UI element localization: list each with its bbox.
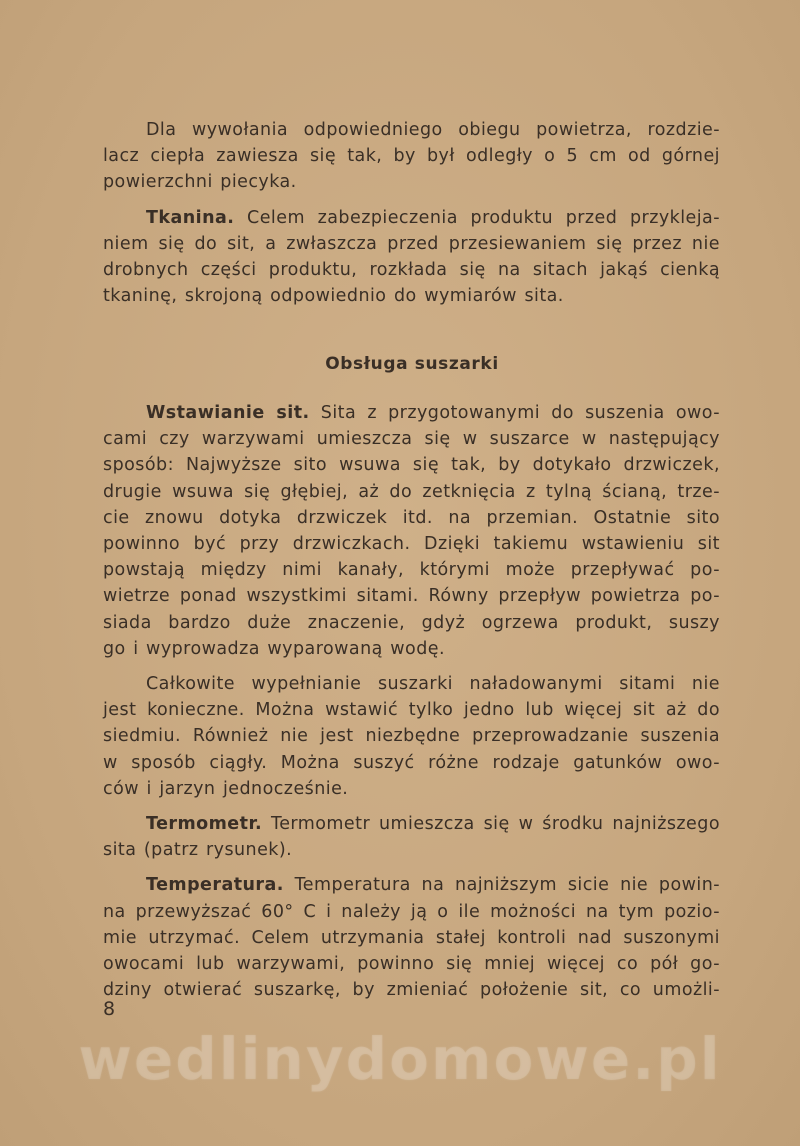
text-line: siada bardzo duże znaczenie, gdyż ogrzewa produkt, suszy bbox=[103, 612, 720, 633]
text-line: niem się do sit, a zwłaszcza przed przesiewaniem się przez nie bbox=[103, 233, 720, 254]
paragraph-wstawianie bbox=[103, 400, 720, 662]
text-line: drobnych części produktu, rozkłada się na sitach jakąś cienką bbox=[103, 260, 720, 281]
text-line: Tkanina. Celem zabezpieczenia produktu przed przykleja- bbox=[146, 207, 721, 228]
text-line: cami czy warzywami umieszcza się w suszarce w następujący bbox=[103, 429, 720, 450]
text-line: powinno być przy drzwiczkach. Dzięki takiemu wstawieniu sit bbox=[103, 534, 720, 555]
text-line: Temperatura. Temperatura na najniższym sicie nie powin- bbox=[146, 875, 720, 896]
paragraph-airflow bbox=[103, 117, 720, 196]
paragraph-lead: Wstawianie sit. bbox=[146, 403, 310, 423]
watermark: wedlinydomowe.pl bbox=[78, 1025, 722, 1093]
text-line: sposób: Najwyższe sito wsuwa się tak, by dotykało drzwiczek, bbox=[103, 455, 720, 476]
text-line: cie znowu dotyka drzwiczek itd. na przemian. Ostatnie sito bbox=[103, 507, 720, 528]
paragraph-temperatura bbox=[103, 872, 720, 1003]
text-line: Dla wywołania odpowiedniego obiegu powietrza, rozdzie- bbox=[146, 120, 720, 140]
text-line: sita (patrz rysunek). bbox=[103, 840, 293, 861]
text-line: owocami lub warzywami, powinno się mniej więcej co pół go- bbox=[103, 954, 720, 975]
text-line: Całkowite wypełnianie suszarki naładowanymi sitami nie bbox=[146, 674, 720, 695]
page-number: 8 bbox=[103, 998, 116, 1020]
paragraph-lead: Termometr. bbox=[146, 814, 263, 835]
text-line: siedmiu. Również nie jest niezbędne przeprowadzanie suszenia bbox=[103, 726, 720, 747]
text-line: wietrze ponad wszystkimi sitami. Równy przepływ powietrza po- bbox=[103, 586, 720, 607]
text-line: ców i jarzyn jednocześnie. bbox=[103, 778, 349, 799]
section-text bbox=[103, 400, 720, 1012]
text-line: na przewyższać 60° C i należy ją o ile możności na tym pozio- bbox=[103, 901, 720, 922]
text-line: Termometr. Termometr umieszcza się w środku najniższego bbox=[146, 814, 720, 835]
paragraph-lead: Tkanina. bbox=[146, 207, 235, 228]
paragraph-tkanina bbox=[103, 205, 720, 310]
text-line: dziny otwierać suszarkę, by zmieniać położenie sit, co umożli- bbox=[103, 980, 720, 1001]
text-line: tkaninę, skrojoną odpowiednio do wymiarów sita. bbox=[103, 286, 564, 307]
text-line: powierzchni piecyka. bbox=[103, 172, 297, 193]
text-line: mie utrzymać. Celem utrzymania stałej kontroli nad suszonymi bbox=[103, 927, 720, 948]
text-line: go i wyprowadza wyparowaną wodę. bbox=[103, 638, 446, 659]
paragraph-termometr bbox=[103, 811, 720, 863]
section-heading: Obsługa suszarki bbox=[325, 354, 499, 374]
paragraph-calkowite bbox=[103, 671, 720, 802]
text-line: w sposób ciągły. Można suszyć różne rodzaje gatunków owo- bbox=[103, 752, 720, 773]
text-line: jest konieczne. Można wstawić tylko jedno lub więcej sit aż do bbox=[103, 700, 720, 721]
text-line: lacz ciepła zawiesza się tak, by był odległy o 5 cm od górnej bbox=[103, 146, 720, 167]
text-line: Wstawianie sit. Sita z przygotowanymi do suszenia owo- bbox=[146, 403, 720, 423]
text-line: powstają między nimi kanały, którymi może przepływać po- bbox=[103, 560, 720, 581]
intro-text bbox=[103, 117, 720, 318]
paragraph-lead: Temperatura. bbox=[146, 875, 284, 896]
text-line: drugie wsuwa się głębiej, aż do zetknięcia z tylną ścianą, trze- bbox=[103, 481, 720, 502]
